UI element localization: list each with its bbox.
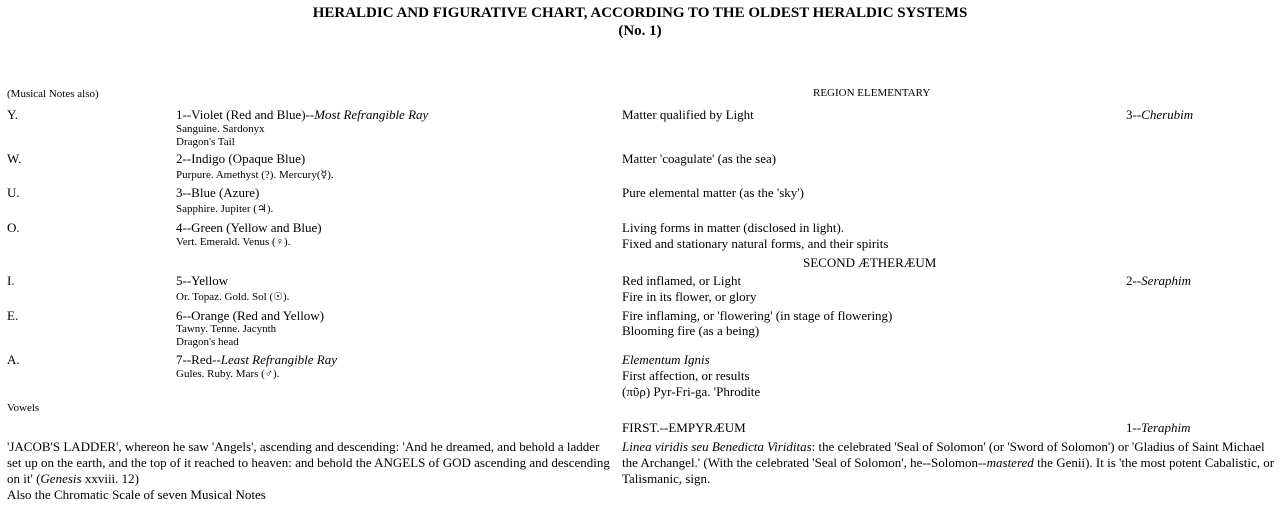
region-text-extra: Fixed and stationary natural forms, and their spirits [622,236,889,251]
color-name: 1--Violet (Red and Blue)-- [176,107,315,122]
jacobs-ladder-text: 'JACOB'S LADDER', whereon he saw 'Angels', ascending and descending: 'And he dreamed, and behold a ladder set up on the earth, and the top of it reached to heaven: and behold the ANGELS of GOD ascending and descending on it' ( [7,439,610,486]
vowel-label: I. [7,273,15,288]
color-name: 6--Orange (Red and Yellow) [176,308,325,323]
second-aethereum-heading: SECOND ÆTHERÆUM [803,255,937,270]
region-text-extra: Blooming fire (as a being) [622,323,760,338]
angel-name: Seraphim [1141,273,1192,288]
color-attributes: Tawny. Tenne. Jacynth [176,323,277,335]
mastered-italic: mastered [986,455,1034,470]
elementum-ignis-italic: Elementum Ignis [622,352,710,367]
vowel-label: O. [7,220,20,235]
color-name: 7--Red-- [176,352,221,367]
vowel-label: U. [7,185,20,200]
linea-viridis-italic: Linea viridis seu Benedicta Viriditas [622,439,812,454]
color-attributes: Gules. Ruby. Mars (♂). [176,368,280,380]
angel-number: 3-- [1126,107,1142,122]
angel-name: Cherubim [1141,107,1194,122]
color-attributes-extra: Dragon's Tail [176,136,235,148]
vowel-label: W. [7,151,22,166]
angel-number: 2-- [1126,273,1142,288]
region-text-extra: First affection, or results [622,368,750,383]
jacobs-ladder-paragraph [7,439,615,487]
color-entry [176,107,428,123]
angel-name: Teraphim [1141,420,1191,435]
color-emphasis: Most Refrangible Ray [314,107,429,122]
empyraeum-heading: FIRST.--EMPYRÆUM [622,420,746,435]
color-attributes: Sanguine. Sardonyx [176,123,265,135]
vowel-label: A. [7,352,20,367]
region-text: Matter 'coagulate' (as the sea) [622,151,777,166]
color-attributes-extra: Dragon's head [176,336,239,348]
genesis-verse: xxviii. 12) [81,471,139,486]
color-name: 2--Indigo (Opaque Blue) [176,151,306,166]
angel-number: 1-- [1126,420,1142,435]
region-elementary-heading: REGION ELEMENTARY [813,87,931,99]
vowel-label: Y. [7,107,18,122]
color-attributes: Vert. Emerald. Venus (♀). [176,236,291,248]
color-emphasis: Least Refrangible Ray [220,352,338,367]
potent-sign-text: the Genii). It is 'the most potent Cabalistic, or Talismanic, sign. [622,455,1275,486]
region-text: Pure elemental matter (as the 'sky') [622,185,804,200]
color-name: 3--Blue (Azure) [176,185,260,200]
color-name: 5--Yellow [176,273,229,288]
region-text: Fire inflaming, or 'flowering' (in stage of flowering) [622,308,893,323]
region-text-extra: (πῦρ) Pyr-Fri-ga. 'Phrodite [622,384,761,399]
page-subtitle: (No. 1) [618,23,662,39]
color-attributes: Purpure. Amethyst (?). Mercury(☿). [176,169,334,181]
chromatic-scale-text: Also the Chromatic Scale of seven Musical Notes [7,487,266,502]
linea-viridis-paragraph [622,439,1278,487]
color-name: 4--Green (Yellow and Blue) [176,220,322,235]
page-title: HERALDIC AND FIGURATIVE CHART, ACCORDING TO THE OLDEST HERALDIC SYSTEMS [312,5,968,21]
vowels-label: Vowels [7,402,40,414]
region-text-extra: Fire in its flower, or glory [622,289,757,304]
genesis-reference: Genesis [40,471,82,486]
color-attributes: Sapphire. Jupiter (♃). [176,203,274,215]
region-text: Matter qualified by Light [622,107,754,122]
seal-of-solomon-text: : the celebrated 'Seal of Solomon' (or 'Sword of Solomon') or 'Gladius of Saint Michael the Archangel.' (With the celebrated 'Seal of Solomon', he--Solomon-- [622,439,1265,470]
region-text: Living forms in matter (disclosed in light). [622,220,845,235]
color-entry [176,352,337,368]
musical-notes-label: (Musical Notes also) [7,88,99,100]
color-attributes: Or. Topaz. Gold. Sol (☉). [176,291,290,303]
region-text [622,352,710,368]
region-text: Red inflamed, or Light [622,273,742,288]
vowel-label: E. [7,308,19,323]
angel-order [1126,107,1193,123]
angel-order [1126,273,1191,289]
angel-order [1126,420,1191,436]
